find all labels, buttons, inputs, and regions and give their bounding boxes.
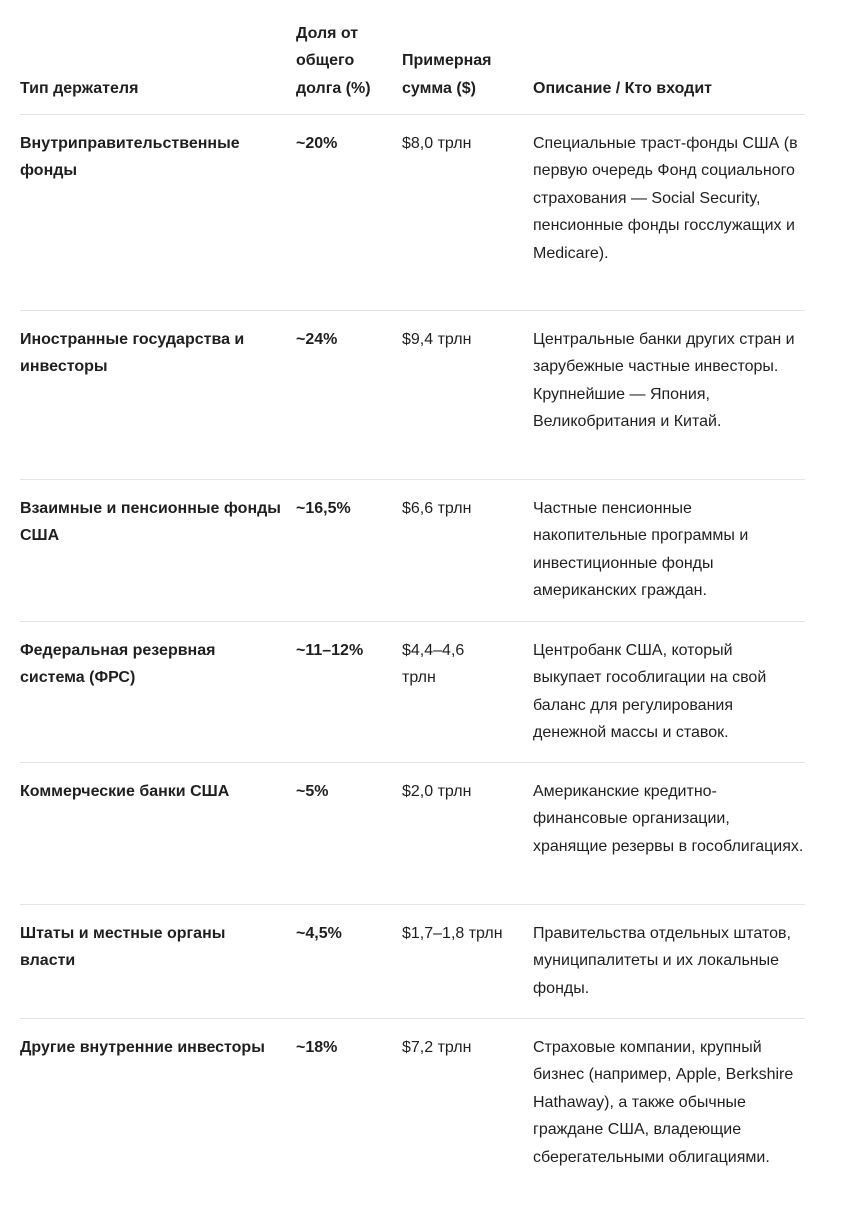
table-row [20,622,805,763]
amount: $1,7–1,8 трлн [402,925,503,942]
amount: $9,4 трлн [402,331,472,348]
holder-type: Взаимные и пенсионные фонды США [20,500,281,545]
holder-type: Штаты и местные органы власти [20,925,226,970]
header-amount: Примерная сумма ($) [402,52,492,97]
table-row [20,115,805,311]
holder-type: Коммерческие банки США [20,783,230,800]
share: ~5% [296,783,329,800]
amount: $6,6 трлн [402,500,472,517]
share: ~20% [296,135,338,152]
header-share: Доля от общего долга (%) [296,24,371,97]
share: ~18% [296,1039,338,1056]
holder-type: Федеральная резервная система (ФРС) [20,642,216,687]
holder-type: Другие внутренние инвесторы [20,1039,265,1056]
description: Частные пенсионные накопительные программы и инвестиционные фонды американских граждан. [533,500,749,600]
description: Американские кредитно-финансовые организации, хранящие резервы в гособлигациях. [533,783,804,855]
table-row [20,480,805,622]
header-description: Описание / Кто входит [533,79,713,97]
share: ~16,5% [296,500,351,517]
holder-type: Внутриправительственные фонды [20,135,240,180]
description: Центробанк США, который выкупает гособлигации на свой баланс для регулирования денежной массы и ставок. [533,642,767,742]
table-row [20,905,805,1019]
header-holder-type: Тип держателя [20,79,139,97]
share: ~24% [296,331,338,348]
amount: $8,0 трлн [402,135,472,152]
table-row [20,1019,805,1209]
description: Центральные банки других стран и зарубежные частные инвесторы. Крупнейшие — Япония, Великобритания и Китай. [533,331,795,431]
description: Специальные траст-фонды США (в первую очередь Фонд социального страхования — Social Security, пенсионные фонды госслужащих и Medicare). [533,135,798,262]
amount: $2,0 трлн [402,783,472,800]
share: ~4,5% [296,925,342,942]
description: Страховые компании, крупный бизнес (например, Apple, Berkshire Hathaway), а также обычные граждане США, владеющие сберегательными облигациями. [533,1039,794,1166]
amount: $4,4–4,6 трлн [402,642,465,687]
table-row [20,311,805,480]
amount: $7,2 трлн [402,1039,472,1056]
description: Правительства отдельных штатов, муниципалитеты и их локальные фонды. [533,925,791,997]
share: ~11–12% [296,642,364,659]
holder-type: Иностранные государства и инвесторы [20,331,245,376]
table-header [20,0,805,115]
table-row [20,763,805,905]
